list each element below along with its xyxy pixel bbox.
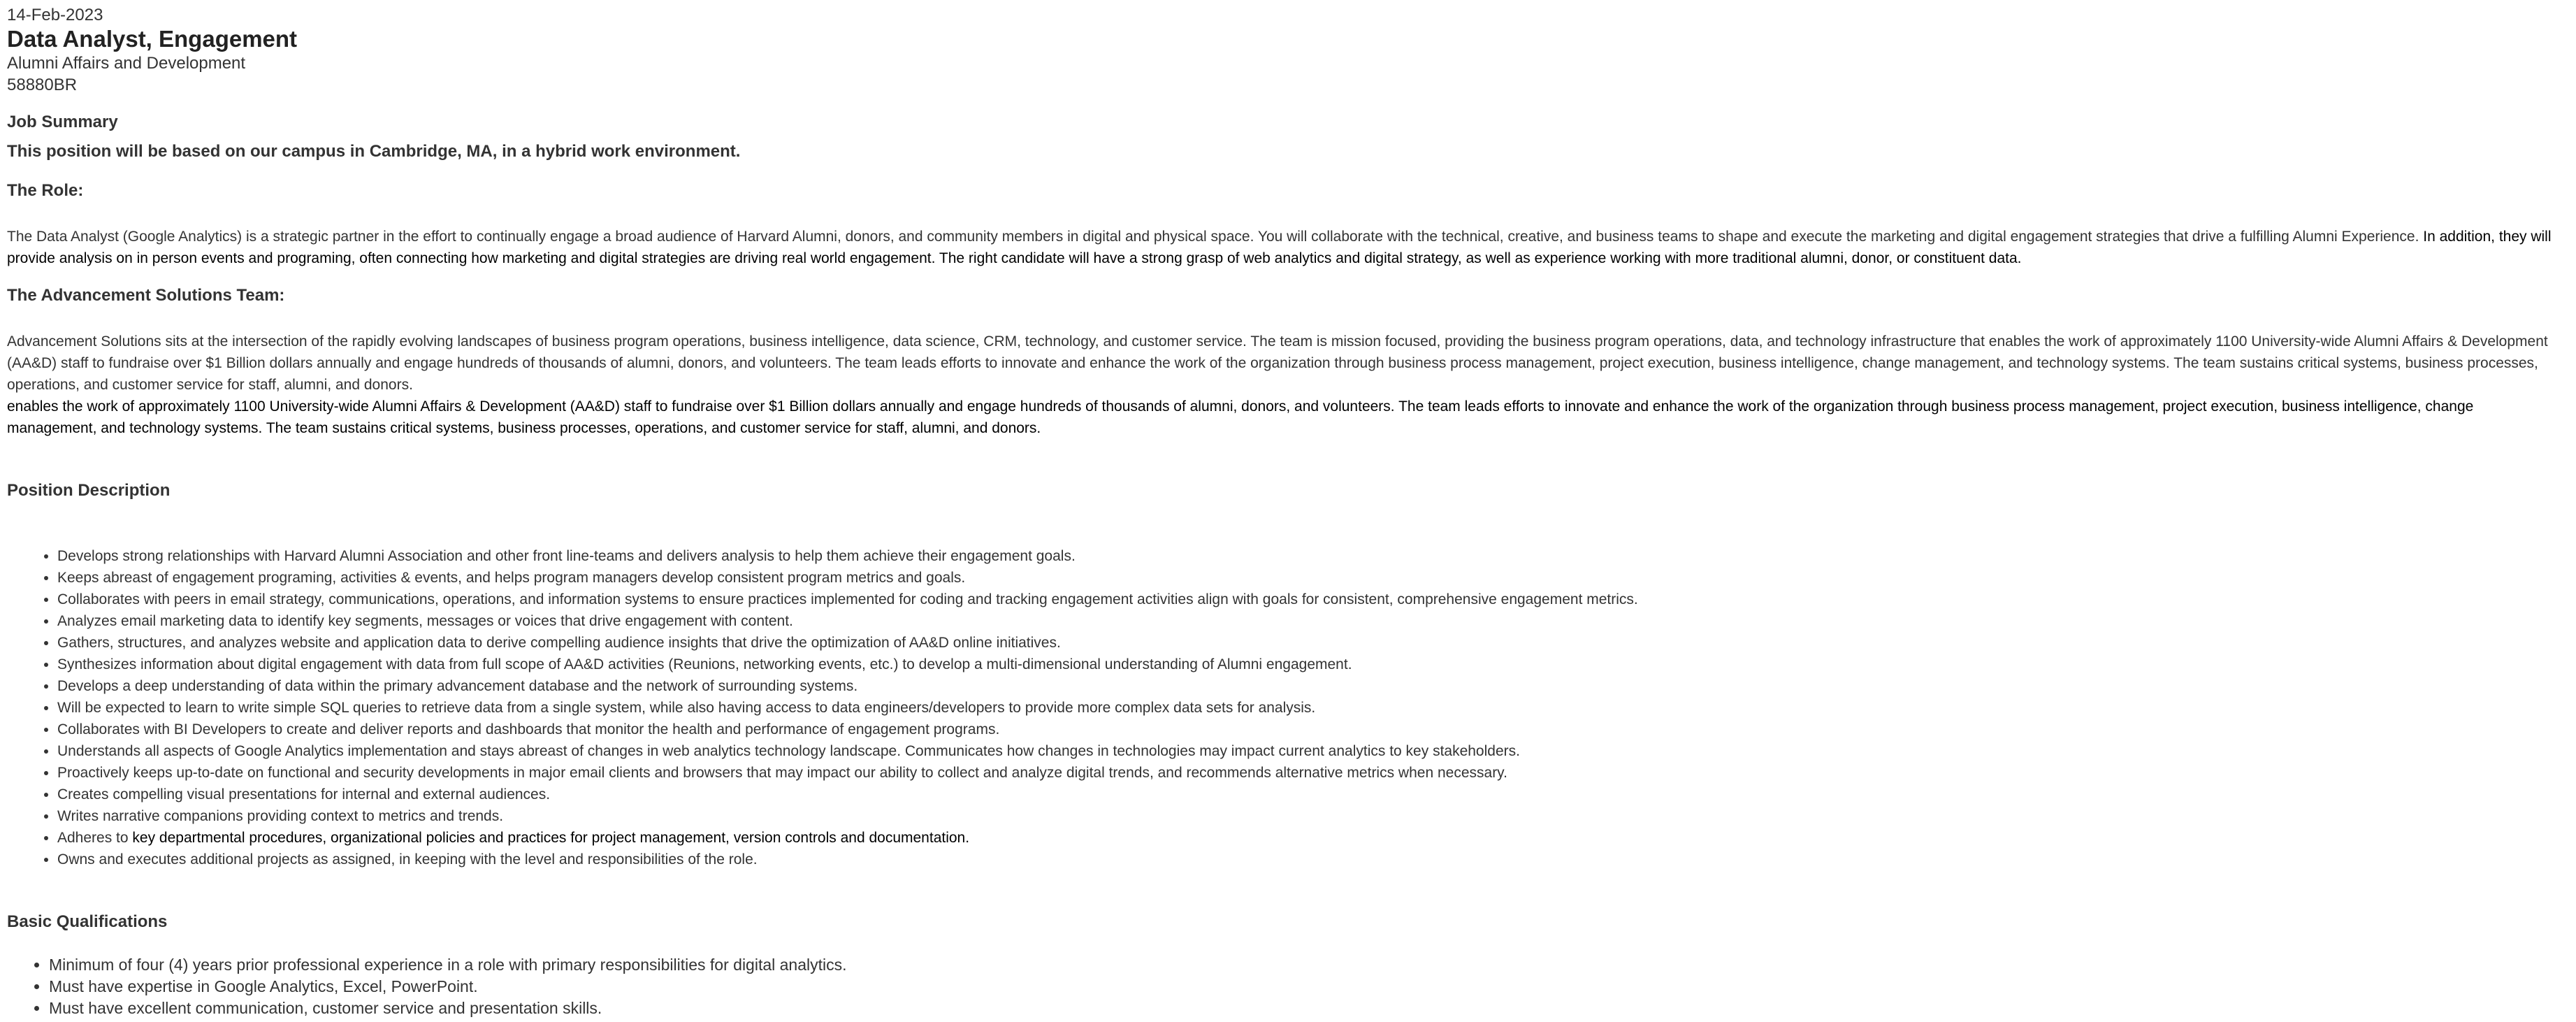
- list-item: • Minimum of four (4) years prior professional experience in a role with primary responsibilities for digital analytics.: [49, 954, 2555, 976]
- list-item: • Must have expertise in Google Analytics, Excel, PowerPoint.: [49, 976, 2555, 998]
- role-text-secondary: In addition, they will provide analysis on in person events and programing, often connecting how marketing and digital strategies are driving real world engagement. The right candidate will have a strong grasp of web analytics and digital strategy, as well as experience working with more traditional alumni, donor, or constituent data.: [7, 229, 2552, 266]
- role-description: [7, 226, 2555, 269]
- list-item: • Gathers, structures, and analyzes website and application data to derive compelling audience insights that drive the optimization of AA&D online initiatives.: [57, 632, 2555, 654]
- list-item: • Creates compelling visual presentations for internal and external audiences.: [57, 784, 2555, 805]
- basic-qualifications-list: [7, 954, 2555, 1019]
- list-item: • Will be expected to learn to write simple SQL queries to retrieve data from a single system, while also having access to data engineers/developers to provide more complex data sets for analysis.: [57, 697, 2555, 719]
- list-item: • Must have excellent communication, customer service and presentation skills.: [49, 998, 2555, 1019]
- list-item: • Keeps abreast of engagement programing, activities & events, and helps program managers develop consistent program metrics and goals.: [57, 567, 2555, 589]
- list-item: • Collaborates with BI Developers to create and deliver reports and dashboards that monitor the health and performance of engagement programs.: [57, 719, 2555, 740]
- role-text-main: The Data Analyst (Google Analytics) is a strategic partner in the effort to continually engage a broad audience of Harvard Alumni, donors, and community members in digital and physical space. You will collaborate with the technical, creative, and business teams to shape and execute the marketing and digital engagement strategies that drive a fulfilling Alumni Experience.: [7, 229, 2419, 245]
- team-heading: The Advancement Solutions Team:: [7, 286, 285, 305]
- list-item: • Develops strong relationships with Harvard Alumni Association and other front line-teams and delivers analysis to help them achieve their engagement goals.: [57, 545, 2555, 567]
- position-description-list: [7, 545, 2555, 870]
- team-description: Advancement Solutions sits at the intersection of the rapidly evolving landscapes of business program operations, business intelligence, data science, CRM, technology, and customer service. The team is mission focused, providing the business program operations, data, and technology infrastructure that enables the work of approximately 1100 University-wide Alumni Affairs & Development (AA&D) staff to fundraise over $1 Billion dollars annually and engage hundreds of thousands of alumni, donors, and volunteers. The team leads efforts to innovate and enhance the work of the organization through business process management, project execution, business intelligence, change management, and technology systems. The team sustains critical systems, business processes, operations, and customer service for staff, alumni, and donors.: [7, 333, 2548, 393]
- list-item: [57, 827, 2555, 849]
- list-item: • Collaborates with peers in email strategy, communications, operations, and information systems to ensure practices implemented for coding and tracking engagement activities align with goals for consistent, comprehensive engagement metrics.: [57, 589, 2555, 610]
- list-item: • Understands all aspects of Google Analytics implementation and stays abreast of changes in web analytics technology landscape. Communicates how changes in technologies may impact current analytics to key stakeholders.: [57, 740, 2555, 762]
- team-description-repeat: enables the work of approximately 1100 University-wide Alumni Affairs & Development (AA&D) staff to fundraise over $1 Billion dollars annually and engage hundreds of thousands of alumni, donors, and volunteers. The team leads efforts to innovate and enhance the work of the organization through business process management, project execution, business intelligence, change management, and technology systems. The team sustains critical systems, business processes, operations, and customer service for staff, alumni, and donors.: [7, 398, 2474, 436]
- location-note: This position will be based on our campus in Cambridge, MA, in a hybrid work environment.: [7, 142, 741, 161]
- list-item: • Proactively keeps up-to-date on functional and security developments in major email clients and browsers that may impact our ability to collect and analyze digital trends, and recommends alternative metrics when necessary.: [57, 762, 2555, 784]
- list-item: • Synthesizes information about digital engagement with data from full scope of AA&D activities (Reunions, networking events, etc.) to develop a multi-dimensional understanding of Alumni engagement.: [57, 654, 2555, 675]
- posting-date: 14-Feb-2023: [7, 6, 103, 24]
- basic-qualifications-heading: Basic Qualifications: [7, 912, 168, 931]
- list-item: • Writes narrative companions providing context to metrics and trends.: [57, 805, 2555, 827]
- list-item: • Analyzes email marketing data to identify key segments, messages or voices that drive engagement with content.: [57, 610, 2555, 632]
- role-heading: The Role:: [7, 181, 84, 200]
- list-item-emphasis: key departmental procedures, organizational policies and practices for project management, version controls and documentation.: [132, 830, 970, 846]
- job-title: Data Analyst, Engagement: [7, 26, 298, 52]
- department: Alumni Affairs and Development: [7, 54, 246, 73]
- requisition-id: 58880BR: [7, 75, 78, 94]
- job-summary-heading: Job Summary: [7, 113, 118, 131]
- list-item: • Owns and executes additional projects as assigned, in keeping with the level and responsibilities of the role.: [57, 849, 2555, 870]
- position-description-heading: Position Description: [7, 481, 171, 500]
- list-item-prefix: Adheres to: [57, 830, 133, 846]
- list-item: • Develops a deep understanding of data within the primary advancement database and the network of surrounding systems.: [57, 675, 2555, 697]
